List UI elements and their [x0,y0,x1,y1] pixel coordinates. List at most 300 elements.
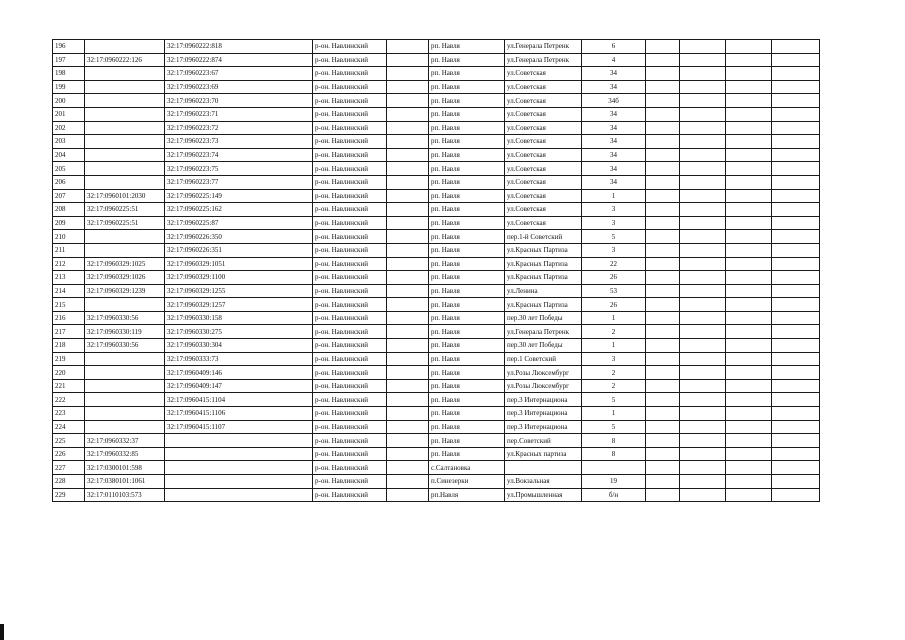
cell-blank-e [772,121,820,135]
cell-row-number: 220 [53,366,85,380]
cell-blank-b [646,475,680,489]
cell-blank-b [646,107,680,121]
cell-settlement: рп. Навля [429,379,505,393]
cell-blank-b [646,284,680,298]
cell-settlement: рп. Навля [429,230,505,244]
cell-blank-c [680,94,726,108]
table-row [53,121,820,135]
cell-house-number: 1 [582,189,646,203]
cell-settlement: рп. Навля [429,352,505,366]
table-row [53,475,820,489]
cell-blank-a [387,243,429,257]
cell-blank-b [646,53,680,67]
table-row [53,148,820,162]
cell-blank-b [646,203,680,217]
cell-blank-b [646,216,680,230]
cell-district: р-он. Навлинский [313,488,387,502]
cell-settlement: рп. Навля [429,53,505,67]
cell-house-number: 3 [582,352,646,366]
cell-cadastral-number [165,475,313,489]
cell-parcel-number [85,94,165,108]
cell-blank-a [387,230,429,244]
cell-cadastral-number: 32:17:0960223:74 [165,148,313,162]
cell-row-number: 215 [53,298,85,312]
table-row [53,379,820,393]
cell-settlement: рп. Навля [429,447,505,461]
cell-house-number: 5 [582,230,646,244]
cell-district: р-он. Навлинский [313,257,387,271]
cell-street: ул.Красных Партиза [505,243,582,257]
cell-house-number: 4 [582,53,646,67]
cell-blank-d [726,311,772,325]
cell-blank-b [646,162,680,176]
cell-settlement: рп. Навля [429,107,505,121]
cell-blank-a [387,216,429,230]
cell-blank-a [387,271,429,285]
cell-blank-b [646,271,680,285]
cell-blank-d [726,475,772,489]
cell-house-number: 8 [582,434,646,448]
cell-blank-b [646,325,680,339]
cell-district: р-он. Навлинский [313,148,387,162]
cell-settlement: рп. Навля [429,203,505,217]
cell-cadastral-number [165,461,313,475]
cell-settlement: рп. Навля [429,94,505,108]
table-row [53,135,820,149]
cell-blank-c [680,311,726,325]
cell-parcel-number [85,243,165,257]
cell-house-number: 34 [582,80,646,94]
cell-blank-b [646,121,680,135]
cell-settlement: рп. Навля [429,420,505,434]
cell-blank-d [726,243,772,257]
cell-blank-d [726,488,772,502]
cell-blank-e [772,366,820,380]
cell-blank-e [772,230,820,244]
cell-cadastral-number: 32:17:0960225:87 [165,216,313,230]
cell-blank-e [772,393,820,407]
cell-cadastral-number: 32:17:0960223:72 [165,121,313,135]
cell-blank-d [726,393,772,407]
cell-blank-d [726,257,772,271]
cell-settlement: рп. Навля [429,325,505,339]
cell-street: ул.Советская [505,189,582,203]
cell-row-number: 203 [53,135,85,149]
table-row [53,488,820,502]
cell-parcel-number [85,107,165,121]
table-row [53,447,820,461]
scan-edge-mark [0,624,4,640]
cell-blank-d [726,325,772,339]
cell-parcel-number: 32:17:0300101:598 [85,461,165,475]
cell-district: р-он. Навлинский [313,53,387,67]
cell-street: ул.Красных Партиза [505,271,582,285]
cell-settlement: п.Синезерки [429,475,505,489]
cell-blank-a [387,107,429,121]
cell-blank-d [726,216,772,230]
cell-parcel-number [85,67,165,81]
cell-blank-d [726,230,772,244]
cell-blank-e [772,488,820,502]
cell-settlement: рп. Навля [429,407,505,421]
cell-blank-d [726,352,772,366]
cell-blank-b [646,393,680,407]
cell-street: ул.Советская [505,67,582,81]
cell-settlement: рп. Навля [429,339,505,353]
cell-row-number: 218 [53,339,85,353]
cell-cadastral-number: 32:17:0960223:69 [165,80,313,94]
cell-row-number: 198 [53,67,85,81]
cell-blank-c [680,434,726,448]
cell-blank-b [646,420,680,434]
cell-district: р-он. Навлинский [313,311,387,325]
cell-blank-e [772,175,820,189]
cell-blank-d [726,447,772,461]
table-row [53,461,820,475]
cell-blank-c [680,67,726,81]
cell-blank-c [680,284,726,298]
cell-cadastral-number [165,447,313,461]
cell-blank-b [646,366,680,380]
cell-street: ул.Красных Партиза [505,257,582,271]
cell-blank-e [772,67,820,81]
cell-blank-e [772,80,820,94]
cell-row-number: 229 [53,488,85,502]
cell-blank-d [726,121,772,135]
cell-settlement: рп. Навля [429,148,505,162]
table-row [53,243,820,257]
cell-blank-c [680,488,726,502]
cell-cadastral-number: 32:17:0960223:77 [165,175,313,189]
cell-street: ул.Промышленная [505,488,582,502]
cell-blank-e [772,434,820,448]
cell-parcel-number: 32:17:0960225:51 [85,203,165,217]
cell-blank-b [646,461,680,475]
cell-house-number: 8 [582,447,646,461]
cell-blank-e [772,148,820,162]
table-row [53,311,820,325]
cell-blank-c [680,420,726,434]
cell-parcel-number [85,379,165,393]
cell-blank-d [726,284,772,298]
cell-district: р-он. Навлинский [313,461,387,475]
cell-settlement: рп.Навля [429,488,505,502]
cell-street: ул.Ленина [505,284,582,298]
cell-parcel-number: 32:17:0380101:1061 [85,475,165,489]
cell-district: р-он. Навлинский [313,40,387,54]
cell-blank-d [726,298,772,312]
cell-settlement: рп. Навля [429,311,505,325]
cell-street: ул.Генерала Петренк [505,325,582,339]
cell-blank-e [772,257,820,271]
cell-house-number: 3 [582,243,646,257]
cell-blank-b [646,407,680,421]
table-row [53,393,820,407]
cell-parcel-number [85,393,165,407]
table-row [53,230,820,244]
cell-blank-d [726,379,772,393]
cell-parcel-number: 32:17:0960330:119 [85,325,165,339]
cell-blank-a [387,148,429,162]
cell-house-number: 3 [582,203,646,217]
cell-blank-b [646,257,680,271]
cell-blank-e [772,216,820,230]
cell-blank-a [387,339,429,353]
cell-blank-c [680,135,726,149]
cell-parcel-number: 32:17:0960330:56 [85,339,165,353]
cell-blank-b [646,311,680,325]
cell-street: пер.1 Советский [505,352,582,366]
cell-cadastral-number: 32:17:0960223:71 [165,107,313,121]
cell-house-number: 2 [582,379,646,393]
cell-district: р-он. Навлинский [313,121,387,135]
cell-house-number: 34б [582,94,646,108]
cell-blank-a [387,175,429,189]
cell-settlement: рп. Навля [429,243,505,257]
table-row [53,203,820,217]
cell-blank-b [646,339,680,353]
cell-row-number: 197 [53,53,85,67]
cell-district: р-он. Навлинский [313,366,387,380]
cell-blank-b [646,488,680,502]
cell-street: ул.Красных Партиза [505,298,582,312]
cell-cadastral-number: 32:17:0960409:147 [165,379,313,393]
cell-settlement: рп. Навля [429,284,505,298]
cell-blank-e [772,325,820,339]
cell-district: р-он. Навлинский [313,80,387,94]
cell-house-number: 34 [582,121,646,135]
cell-parcel-number: 32:17:0960101:2030 [85,189,165,203]
cell-blank-d [726,175,772,189]
cell-house-number: 2 [582,366,646,380]
cell-house-number: 5 [582,393,646,407]
cell-settlement: рп. Навля [429,257,505,271]
cell-blank-b [646,243,680,257]
cell-house-number: б/н [582,488,646,502]
cell-row-number: 217 [53,325,85,339]
cell-parcel-number: 32:17:0960329:1026 [85,271,165,285]
cell-street: пер.30 лет Победы [505,339,582,353]
cell-settlement: рп. Навля [429,175,505,189]
cell-blank-a [387,325,429,339]
cell-house-number: 6 [582,40,646,54]
cell-blank-a [387,475,429,489]
cell-blank-c [680,271,726,285]
cell-parcel-number [85,352,165,366]
table-body [53,40,820,502]
cell-street: пер.1-й Советский [505,230,582,244]
table-row [53,271,820,285]
cell-blank-a [387,40,429,54]
cell-house-number: 53 [582,284,646,298]
cell-parcel-number [85,420,165,434]
cell-blank-c [680,447,726,461]
cell-settlement: рп. Навля [429,393,505,407]
cell-blank-d [726,339,772,353]
cell-district: р-он. Навлинский [313,94,387,108]
cell-blank-c [680,80,726,94]
cell-blank-c [680,203,726,217]
cell-settlement: рп. Навля [429,271,505,285]
cell-street: ул.Генерала Петренк [505,40,582,54]
cell-blank-d [726,40,772,54]
cell-district: р-он. Навлинский [313,107,387,121]
cell-parcel-number: 32:17:0960332:37 [85,434,165,448]
cell-house-number: 1 [582,339,646,353]
cell-blank-c [680,407,726,421]
cell-parcel-number: 32:17:0960329:1025 [85,257,165,271]
cell-blank-a [387,80,429,94]
table-row [53,407,820,421]
table-row [53,189,820,203]
cell-parcel-number: 32:17:0960330:56 [85,311,165,325]
cell-street: пер.3 Интернациона [505,393,582,407]
cell-blank-a [387,162,429,176]
cell-blank-e [772,461,820,475]
cell-settlement: рп. Навля [429,67,505,81]
cell-blank-a [387,488,429,502]
cell-parcel-number [85,148,165,162]
cell-house-number: 3 [582,216,646,230]
cell-cadastral-number: 32:17:0960225:149 [165,189,313,203]
cell-blank-d [726,94,772,108]
cell-blank-e [772,311,820,325]
cell-blank-c [680,107,726,121]
cell-row-number: 216 [53,311,85,325]
cell-blank-c [680,461,726,475]
cell-blank-e [772,475,820,489]
cell-cadastral-number: 32:17:0960330:158 [165,311,313,325]
cell-settlement: с.Салтановка [429,461,505,475]
table-row [53,94,820,108]
cell-row-number: 206 [53,175,85,189]
cell-street: пер.30 лет Победы [505,311,582,325]
cell-district: р-он. Навлинский [313,243,387,257]
cell-district: р-он. Навлинский [313,175,387,189]
cell-blank-e [772,243,820,257]
cell-blank-c [680,325,726,339]
cell-row-number: 209 [53,216,85,230]
cell-street: пер.3 Интернациона [505,420,582,434]
cell-blank-c [680,40,726,54]
cell-district: р-он. Навлинский [313,339,387,353]
cell-street: ул.Советская [505,94,582,108]
cell-settlement: рп. Навля [429,121,505,135]
cell-district: р-он. Навлинский [313,420,387,434]
cell-blank-a [387,94,429,108]
cell-row-number: 228 [53,475,85,489]
cell-district: р-он. Навлинский [313,434,387,448]
cell-settlement: рп. Навля [429,189,505,203]
cell-blank-c [680,257,726,271]
cell-settlement: рп. Навля [429,162,505,176]
cell-cadastral-number: 32:17:0960223:73 [165,135,313,149]
cell-blank-e [772,107,820,121]
cell-blank-a [387,311,429,325]
table-row [53,434,820,448]
cell-cadastral-number: 32:17:0960222:818 [165,40,313,54]
cell-street: пер.Советский [505,434,582,448]
cell-district: р-он. Навлинский [313,407,387,421]
cell-blank-b [646,40,680,54]
cell-blank-d [726,53,772,67]
cell-blank-e [772,298,820,312]
cell-row-number: 208 [53,203,85,217]
cell-parcel-number: 32:17:0960332:85 [85,447,165,461]
cell-blank-e [772,352,820,366]
table-row [53,325,820,339]
table-row [53,298,820,312]
cell-row-number: 204 [53,148,85,162]
cell-street: ул.Советская [505,162,582,176]
table-row [53,339,820,353]
cell-blank-e [772,203,820,217]
cell-blank-b [646,189,680,203]
cell-blank-e [772,162,820,176]
cell-blank-a [387,352,429,366]
cell-blank-b [646,67,680,81]
cell-blank-e [772,407,820,421]
cell-blank-d [726,107,772,121]
cell-blank-d [726,189,772,203]
cell-blank-e [772,40,820,54]
cell-blank-b [646,379,680,393]
cell-blank-e [772,284,820,298]
cell-cadastral-number: 32:17:0960223:67 [165,67,313,81]
cell-parcel-number [85,230,165,244]
cell-blank-b [646,80,680,94]
cell-parcel-number [85,135,165,149]
cell-blank-b [646,135,680,149]
cell-house-number: 2 [582,325,646,339]
cell-district: р-он. Навлинский [313,379,387,393]
table-row [53,107,820,121]
cell-settlement: рп. Навля [429,80,505,94]
cell-blank-a [387,393,429,407]
cell-street: ул.Генерала Петренк [505,53,582,67]
cell-cadastral-number: 32:17:0960329:1257 [165,298,313,312]
cell-cadastral-number: 32:17:0960333:73 [165,352,313,366]
cell-house-number: 34 [582,162,646,176]
cell-blank-c [680,379,726,393]
cell-house-number: 22 [582,257,646,271]
cell-blank-d [726,461,772,475]
cell-district: р-он. Навлинский [313,67,387,81]
cell-district: р-он. Навлинский [313,271,387,285]
cell-cadastral-number: 32:17:0960329:1255 [165,284,313,298]
cell-blank-b [646,298,680,312]
cell-district: р-он. Навлинский [313,162,387,176]
cell-row-number: 211 [53,243,85,257]
cell-blank-a [387,189,429,203]
cell-settlement: рп. Навля [429,366,505,380]
cell-street: ул.Советская [505,203,582,217]
cell-blank-e [772,189,820,203]
cell-house-number: 34 [582,67,646,81]
cell-house-number: 26 [582,298,646,312]
cell-blank-a [387,420,429,434]
cell-blank-a [387,203,429,217]
cell-blank-c [680,148,726,162]
cell-parcel-number: 32:17:0960225:51 [85,216,165,230]
address-register-table [52,39,820,502]
cell-settlement: рп. Навля [429,434,505,448]
cell-blank-b [646,447,680,461]
cell-settlement: рп. Навля [429,216,505,230]
cell-blank-e [772,339,820,353]
cell-cadastral-number [165,488,313,502]
cell-blank-d [726,148,772,162]
